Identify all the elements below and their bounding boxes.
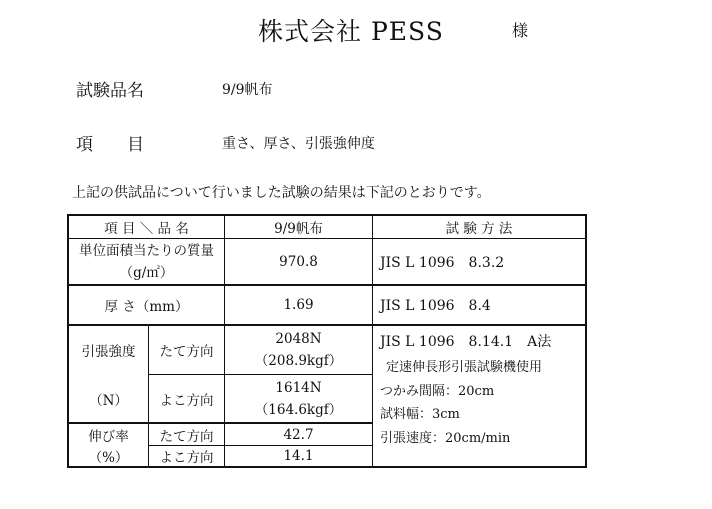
tensile-method-machine: 定速伸長形引張試験機使用 xyxy=(386,360,543,375)
elongation-unit: （%） xyxy=(88,450,129,466)
tensile-method-speed: 引張速度：20cm/min xyxy=(380,431,511,446)
thickness-label: 厚 さ（mm） xyxy=(104,299,189,315)
tensile-unit: （N） xyxy=(89,392,128,409)
elongation-weft-value: 14.1 xyxy=(283,448,314,464)
tensile-weft-kgf: （164.6kgf） xyxy=(254,401,343,418)
tensile-warp-cell xyxy=(225,326,372,374)
sample-name-value: 9/9帆布 xyxy=(222,82,273,98)
items-value: 重さ、厚さ、引張強伸度 xyxy=(222,136,375,152)
honorific: 様 xyxy=(512,21,529,40)
mass-value: 970.8 xyxy=(279,253,318,270)
intro-text: 上記の供試品について行いました試験の結果は下記のとおりです。 xyxy=(72,185,491,201)
tensile-method-width: 試料幅：3cm xyxy=(380,407,460,422)
elongation-label: 伸び率 xyxy=(88,428,129,445)
tensile-weft-cell xyxy=(225,375,372,422)
tensile-label: 引張強度 xyxy=(81,344,136,360)
company-name: 株式会社 PESS xyxy=(258,17,444,46)
elongation-warp-value: 42.7 xyxy=(283,426,314,443)
mass-label: 単位面積当たりの質量 xyxy=(79,242,214,259)
mass-method: JIS L 1096 8.3.2 xyxy=(380,254,505,271)
tensile-method-grip: つかみ間隔：20cm xyxy=(380,384,495,399)
tensile-warp-value: 2048N xyxy=(275,331,322,347)
elongation-warp-label: たて方向 xyxy=(159,428,214,445)
elongation-weft-label: よこ方向 xyxy=(159,450,214,466)
tensile-weft-value: 1614N xyxy=(275,379,322,396)
items-label: 項 目 xyxy=(76,135,144,155)
thickness-method: JIS L 1096 8.4 xyxy=(380,298,491,314)
tensile-warp-label: たて方向 xyxy=(159,344,214,360)
header-item-product: 項 目 ＼ 品 名 xyxy=(104,221,189,237)
mass-unit: （g/㎡） xyxy=(119,264,174,281)
mass-label-cell xyxy=(69,239,224,284)
sample-name-label: 試験品名 xyxy=(76,81,144,101)
header-method: 試 験 方 法 xyxy=(445,221,513,237)
tensile-warp-kgf: （208.9kgf） xyxy=(254,353,343,369)
thickness-value: 1.69 xyxy=(283,297,314,313)
tensile-weft-label: よこ方向 xyxy=(159,392,214,409)
tensile-method-standard: JIS L 1096 8.14.1 A法 xyxy=(380,334,552,350)
header-sample: 9/9帆布 xyxy=(274,221,323,237)
